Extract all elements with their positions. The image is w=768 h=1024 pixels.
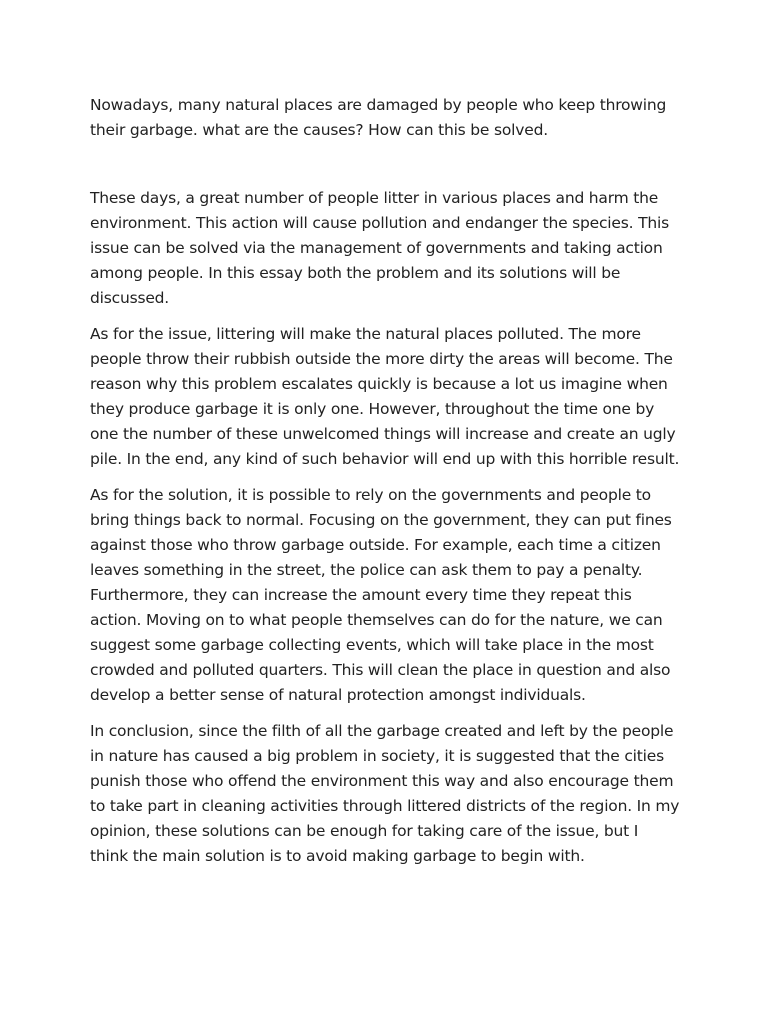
essay-prompt: Nowadays, many natural places are damaged by people who keep throwing their garbage. what are the causes? How can this be solved. [90,96,667,139]
essay-problem-paragraph: As for the issue, littering will make the natural places polluted. The more people throw their rubbish outside the more dirty the areas will become. The reason why this problem escalates quickly is because a lot us imagine when they produce garbage it is only one. However, throughout the time one by one the number of these unwelcomed things will increase and create an ugly pile. In the end, any kind of such behavior will end up with this horrible result. [90,325,680,468]
essay-introduction: These days, a great number of people litter in various places and harm the environment. This action will cause pollution and endanger the species. This issue can be solved via the management of governments and taking action among people. In this essay both the problem and its solutions will be discussed. [90,189,669,307]
essay-body [90,93,680,880]
essay-solution-paragraph: As for the solution, it is possible to rely on the governments and people to bring things back to normal. Focusing on the government, they can put fines against those who throw garbage outside. For example, each time a citizen leaves something in the street, the police can ask them to pay a penalty. Furthermore, they can increase the amount every time they repeat this action. Moving on to what people themselves can do for the nature, we can suggest some garbage collecting events, which will take place in the most crowded and polluted quarters. This will clean the place in question and also develop a better sense of natural protection amongst individuals. [90,486,672,704]
essay-conclusion: In conclusion, since the filth of all the garbage created and left by the people in nature has caused a big problem in society, it is suggested that the cities punish those who offend the environment this way and also encourage them to take part in cleaning activities through littered districts of the region. In my opinion, these solutions can be enough for taking care of the issue, but I think the main solution is to avoid making garbage to begin with. [90,722,680,865]
